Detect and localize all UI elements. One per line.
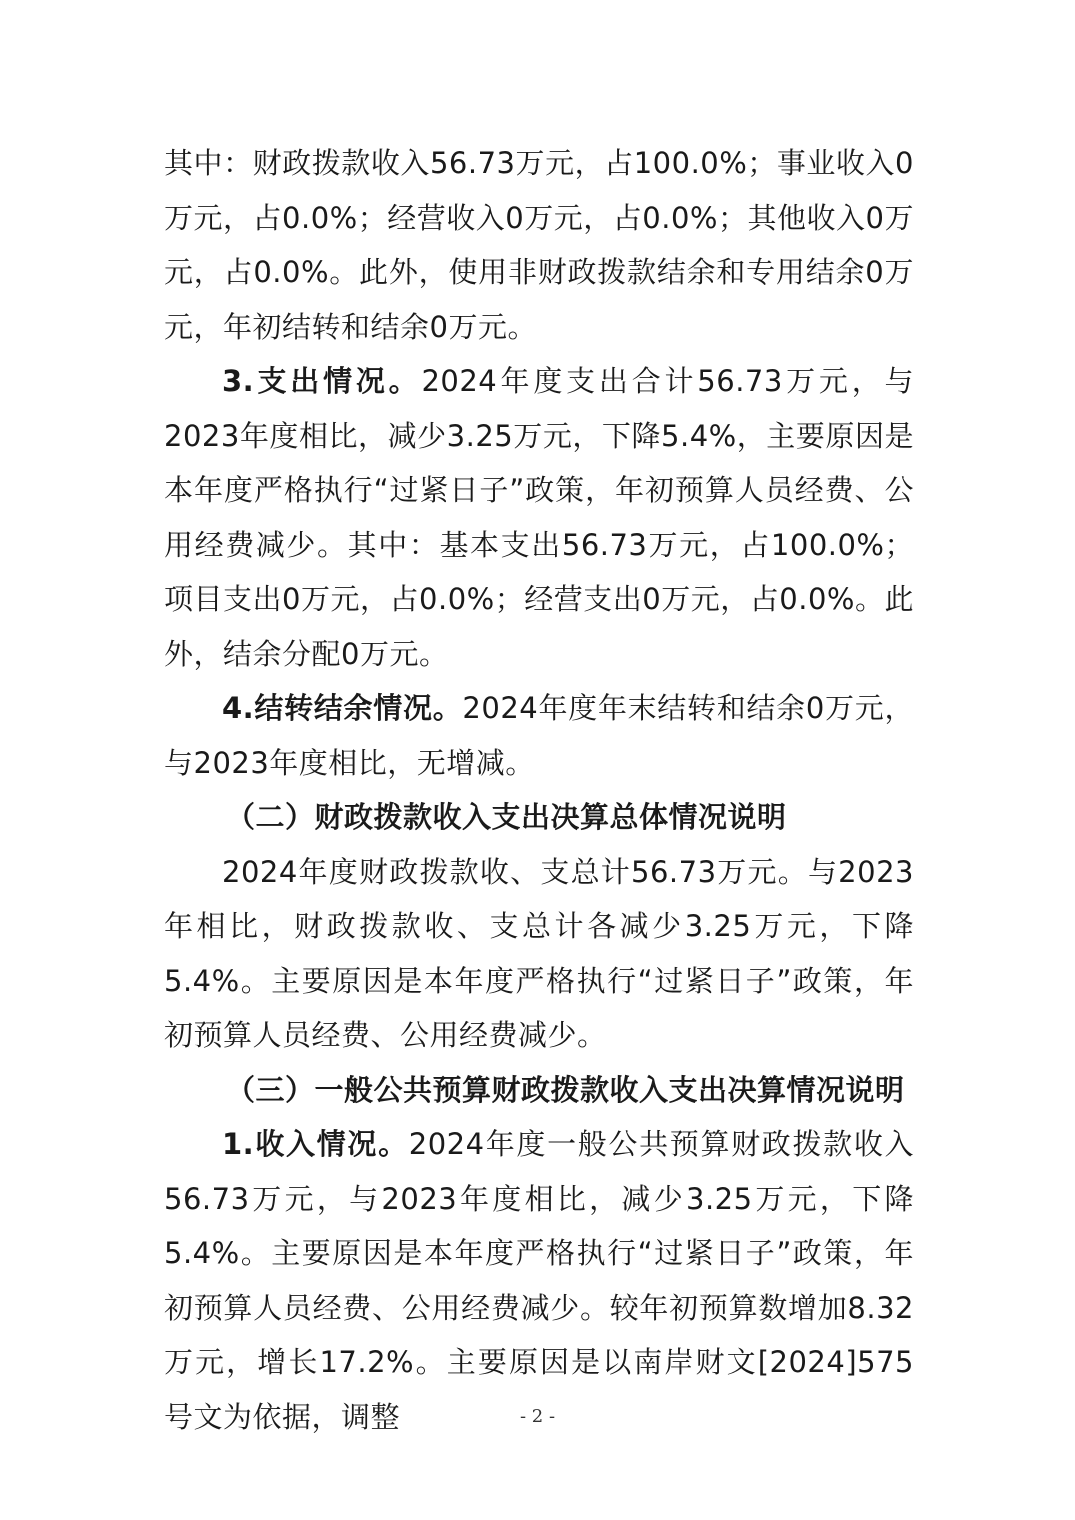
document-body — [164, 136, 914, 1444]
paragraph-lead: 3.支出情况。 — [222, 364, 422, 398]
paragraph-income-breakdown: 其中：财政拨款收入56.73万元，占100.0%；事业收入0万元，占0.0%；经营收入0万元，占0.0%；其他收入0万元，占0.0%。此外，使用非财政拨款结余和专用结余0万元，年初结转和结余0万元。 — [164, 146, 914, 344]
page-number: - 2 - — [519, 1406, 556, 1427]
paragraph-text: 2024年度一般公共预算财政拨款收入56.73万元，与2023年度相比，减少3.25万元，下降5.4%。主要原因是本年度严格执行“过紧日子”政策，年初预算人员经费、公用经费减少。较年初预算数增加8.32万元，增长17.2%。主要原因是以南岸财文[2024]575号文为依据，调整 — [164, 1127, 914, 1434]
paragraph-fiscal-overall: 2024年度财政拨款收、支总计56.73万元。与2023年相比，财政拨款收、支总计各减少3.25万元，下降5.4%。主要原因是本年度严格执行“过紧日子”政策，年初预算人员经费、公用经费减少。 — [164, 854, 914, 1052]
paragraph-text: 2024年度支出合计56.73万元，与2023年度相比，减少3.25万元，下降5.4%，主要原因是本年度严格执行“过紧日子”政策，年初预算人员经费、公用经费减少。其中：基本支出56.73万元，占100.0%；项目支出0万元，占0.0%；经营支出0万元，占0.0%。此外，结余分配0万元。 — [164, 364, 914, 671]
paragraph-lead: 4.结转结余情况。 — [222, 691, 463, 725]
paragraph-carryover — [164, 681, 914, 790]
paragraph-text: 2024年度年末结转和结余0万元，与2023年度相比，无增减。 — [164, 691, 914, 780]
paragraph-lead: 1.收入情况。 — [222, 1127, 409, 1161]
paragraph-expenditure — [164, 354, 914, 681]
section-heading-fiscal-overall: （二）财政拨款收入支出决算总体情况说明 — [226, 800, 787, 834]
paragraph-general-budget-income — [164, 1117, 914, 1444]
section-heading-general-budget: （三）一般公共预算财政拨款收入支出决算情况说明 — [226, 1072, 905, 1107]
